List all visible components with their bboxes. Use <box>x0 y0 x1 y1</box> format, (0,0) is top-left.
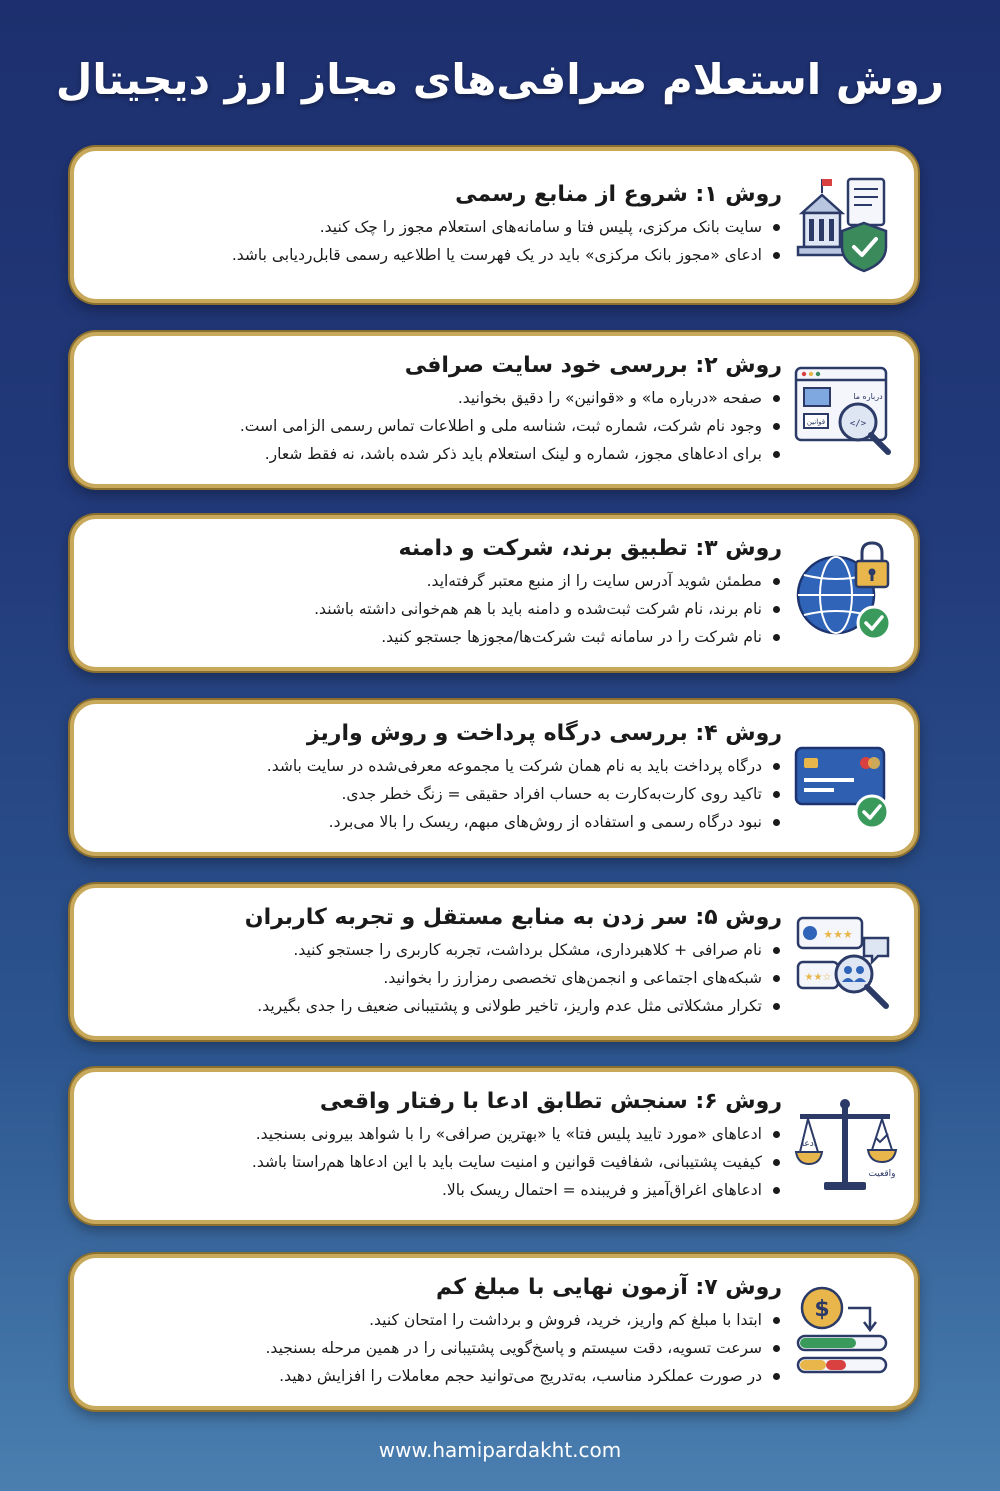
list-item: برای ادعاهای مجوز، شماره و لینک استعلام باید ذکر شده باشد، نه فقط شعار. <box>94 440 782 468</box>
list-item: صفحه «درباره ما» و «قوانین» را دقیق بخوانید. <box>94 384 782 412</box>
bullet-list <box>94 1306 782 1390</box>
list-item: مطمئن شوید آدرس سایت را از منبع معتبر گرفته‌اید. <box>94 567 782 595</box>
globe-lock-icon <box>792 539 900 647</box>
method-card-1 <box>70 147 918 303</box>
list-item: تاکید روی کارت‌به‌کارت به حساب افراد حقیقی = زنگ خطر جدی. <box>94 780 782 808</box>
credit-card-check-icon <box>792 724 900 832</box>
list-item: شبکه‌های اجتماعی و انجمن‌های تخصصی رمزارز را بخوانید. <box>94 964 782 992</box>
page-title: روش استعلام صرافی‌های مجاز ارز دیجیتال <box>55 55 945 104</box>
list-item: کیفیت پشتیبانی، شفافیت قوانین و امنیت سایت باید با این ادعاها هم‌راستا باشد. <box>94 1148 782 1176</box>
government-building-shield-icon <box>792 171 900 279</box>
method-card-6 <box>70 1068 918 1224</box>
svg-text:★★☆: ★★☆ <box>804 972 832 983</box>
card-title: روش ۶: سنجش تطابق ادعا با رفتار واقعی <box>319 1088 782 1114</box>
bullet-list <box>94 213 782 269</box>
list-item: ادعای «مجوز بانک مرکزی» باید در یک فهرست یا اطلاعیه رسمی قابل‌ردیابی باشد. <box>94 241 782 269</box>
list-item: تکرار مشکلاتی مثل عدم واریز، تاخیر طولانی و پشتیبانی ضعیف را جدی بگیرید. <box>94 992 782 1020</box>
card-title: روش ۵: سر زدن به منابع مستقل و تجربه کاربران <box>244 904 782 930</box>
svg-text:★★★: ★★★ <box>823 928 853 941</box>
icon-label-rules: قوانین <box>806 418 826 426</box>
bullet-list <box>94 567 782 651</box>
balance-scale-icon <box>792 1092 900 1200</box>
footer-url: www.hamipardakht.com <box>378 1438 622 1462</box>
card-title: روش ۱: شروع از منابع رسمی <box>455 181 782 207</box>
website-magnifier-icon <box>792 356 900 464</box>
list-item: ادعاهای اغراق‌آمیز و فریبنده = احتمال ریسک بالا. <box>94 1176 782 1204</box>
list-item: نبود درگاه رسمی و استفاده از روش‌های مبهم، ریسک را بالا می‌برد. <box>94 808 782 836</box>
method-card-2 <box>70 332 918 488</box>
list-item: سایت بانک مرکزی، پلیس فتا و سامانه‌های استعلام مجوز را چک کنید. <box>94 213 782 241</box>
list-item: وجود نام شرکت، شماره ثبت، شناسه ملی و اطلاعات تماس رسمی الزامی است. <box>94 412 782 440</box>
list-item: در صورت عملکرد مناسب، به‌تدریج می‌توانید حجم معاملات را افزایش دهید. <box>94 1362 782 1390</box>
icon-label-claim: ادعا <box>801 1139 817 1149</box>
method-card-4 <box>70 700 918 856</box>
list-item: نام برند، نام شرکت ثبت‌شده و دامنه باید با هم هم‌خوانی داشته باشند. <box>94 595 782 623</box>
icon-label-about: درباره ما <box>853 392 883 401</box>
list-item: ادعاهای «مورد تایید پلیس فتا» یا «بهترین صرافی» را با شواهد بیرونی بسنجید. <box>94 1120 782 1148</box>
bullet-list <box>94 752 782 836</box>
card-title: روش ۷: آزمون نهایی با مبلغ کم <box>435 1274 782 1300</box>
card-title: روش ۴: بررسی درگاه پرداخت و روش واریز <box>306 720 782 746</box>
svg-text:$: $ <box>814 1297 830 1322</box>
list-item: نام صرافی + کلاهبرداری، مشکل برداشت، تجربه کاربری را جستجو کنید. <box>94 936 782 964</box>
card-title: روش ۳: تطبیق برند، شرکت و دامنه <box>398 535 782 561</box>
bullet-list <box>94 384 782 468</box>
bullet-list <box>94 1120 782 1204</box>
list-item: ابتدا با مبلغ کم واریز، خرید، فروش و برداشت را امتحان کنید. <box>94 1306 782 1334</box>
coin-progress-icon <box>792 1278 900 1386</box>
list-item: درگاه پرداخت باید به نام همان شرکت یا مجموعه معرفی‌شده در سایت باشد. <box>94 752 782 780</box>
list-item: سرعت تسویه، دقت سیستم و پاسخ‌گویی پشتیبانی را در همین مرحله بسنجید. <box>94 1334 782 1362</box>
reviews-magnifier-icon <box>792 908 900 1016</box>
bullet-list <box>94 936 782 1020</box>
icon-label-reality: واقعیت <box>868 1169 896 1179</box>
card-title: روش ۲: بررسی خود سایت صرافی <box>404 352 782 378</box>
method-card-5 <box>70 884 918 1040</box>
list-item: نام شرکت را در سامانه ثبت شرکت‌ها/مجوزها جستجو کنید. <box>94 623 782 651</box>
svg-text:</>: </> <box>849 419 867 429</box>
method-card-3 <box>70 515 918 671</box>
method-card-7 <box>70 1254 918 1410</box>
